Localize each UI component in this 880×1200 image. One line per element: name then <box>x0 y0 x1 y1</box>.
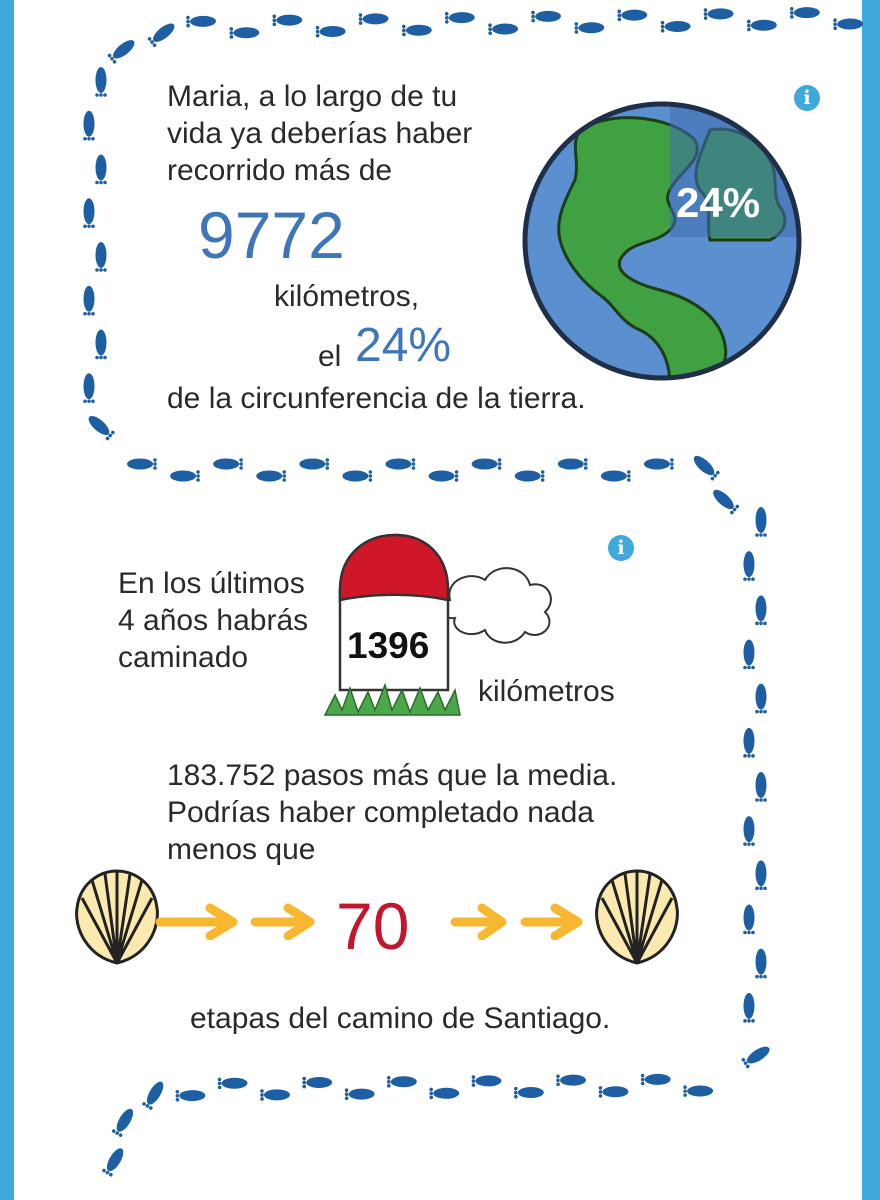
cloud-icon <box>440 568 551 643</box>
footprint-icon <box>385 458 415 470</box>
footprint-icon <box>95 67 107 97</box>
walk-line-2: 4 años habrás <box>118 604 309 637</box>
scallop-shell-icon <box>592 868 682 968</box>
arrow-icon <box>450 900 590 940</box>
intro-line-1: Maria, a lo largo de tu <box>167 80 458 113</box>
footprint-icon <box>741 1043 772 1069</box>
footprint-icon <box>755 507 767 537</box>
footprint-icon <box>743 728 755 758</box>
footprint-icon <box>755 949 767 979</box>
footprint-icon <box>743 905 755 935</box>
footprint-icon <box>833 18 863 30</box>
milestone-value: 1396 <box>347 625 430 666</box>
steps-line-3: menos que <box>167 833 316 866</box>
footprint-icon <box>755 860 767 890</box>
footprint-icon <box>85 413 115 441</box>
intro-line-2: vida ya deberías haber <box>167 117 473 150</box>
info-icon[interactable]: i <box>608 535 634 561</box>
percent-prefix: el <box>318 340 342 373</box>
globe-percent-label: 24% <box>676 179 761 226</box>
footprint-icon <box>387 1076 417 1088</box>
percent-value: 24% <box>355 319 452 372</box>
footprint-icon <box>127 458 157 470</box>
footprint-icon <box>429 1087 459 1099</box>
stages-value: 70 <box>336 889 410 963</box>
footprint-icon <box>256 470 286 482</box>
footprint-icon <box>472 1075 502 1087</box>
footprint-icon <box>229 27 259 39</box>
walk-line-3: caminado <box>118 641 249 674</box>
stages-text: etapas del camino de Santiago. <box>190 1002 611 1035</box>
circumference-text: de la circunferencia de la tierra. <box>167 382 586 415</box>
footprint-icon <box>95 330 107 360</box>
footprint-icon <box>299 458 329 470</box>
footprint-icon <box>142 1079 167 1111</box>
footprint-icon <box>755 772 767 802</box>
footprint-icon <box>661 21 691 33</box>
footprint-icon <box>704 8 734 20</box>
footprint-icon <box>531 10 561 22</box>
footprint-icon <box>755 595 767 625</box>
footprint-icon <box>359 13 389 25</box>
footprint-icon <box>176 1090 206 1102</box>
footprint-icon <box>599 1086 629 1098</box>
footprint-icon <box>617 9 647 21</box>
footprint-icon <box>95 242 107 272</box>
footprint-icon <box>83 198 95 228</box>
scallop-shell-icon <box>72 868 162 968</box>
intro-line-3: recorrido más de <box>167 154 393 187</box>
footprint-icon <box>556 1074 586 1086</box>
footprint-icon <box>601 470 631 482</box>
footprint-icon <box>83 111 95 141</box>
footprint-icon <box>83 373 95 403</box>
footprint-icon <box>743 640 755 670</box>
distance-value: 9772 <box>198 198 345 272</box>
footprint-icon <box>272 14 302 26</box>
footprint-icon <box>218 1077 248 1089</box>
footprint-icon <box>402 24 432 36</box>
footprint-icon <box>213 458 243 470</box>
footprint-icon <box>316 26 346 38</box>
footprint-icon <box>514 1087 544 1099</box>
footprint-icon <box>472 458 502 470</box>
footprint-icon <box>743 816 755 846</box>
footprint-icon <box>83 286 95 316</box>
footprint-icon <box>515 470 545 482</box>
steps-line-1: 183.752 pasos más que la media. <box>167 759 618 792</box>
footprint-icon <box>683 1085 713 1097</box>
footprint-icon <box>755 684 767 714</box>
footprint-icon <box>95 155 107 185</box>
footprint-icon <box>488 23 518 35</box>
info-icon[interactable]: i <box>794 85 820 111</box>
footprint-icon <box>147 20 178 48</box>
milestone-unit: kilómetros <box>478 675 615 708</box>
distance-unit: kilómetros, <box>274 280 420 313</box>
footprint-icon <box>107 37 138 65</box>
walk-line-1: En los últimos <box>118 567 305 600</box>
footprint-icon <box>345 1088 375 1100</box>
footprint-icon <box>743 551 755 581</box>
footprint-icon <box>111 1106 136 1138</box>
footprint-icon <box>691 453 721 482</box>
footprint-icon <box>429 470 459 482</box>
steps-line-2: Podrías haber completado nada <box>167 796 594 829</box>
footprint-icon <box>170 470 200 482</box>
footprint-icon <box>574 22 604 34</box>
footprint-icon <box>790 7 820 19</box>
footprint-icon <box>342 470 372 482</box>
footprint-icon <box>644 458 674 470</box>
footprint-icon <box>186 15 216 27</box>
footprint-icon <box>710 486 740 515</box>
footprint-icon <box>302 1077 332 1089</box>
footprint-icon <box>743 993 755 1023</box>
footprint-icon <box>102 1146 127 1178</box>
footprint-icon <box>260 1089 290 1101</box>
footprint-icon <box>747 19 777 31</box>
footprint-icon <box>641 1073 671 1085</box>
footprint-icon <box>445 12 475 24</box>
globe-icon <box>520 100 810 390</box>
footprint-icon <box>558 458 588 470</box>
arrow-icon <box>155 900 315 940</box>
